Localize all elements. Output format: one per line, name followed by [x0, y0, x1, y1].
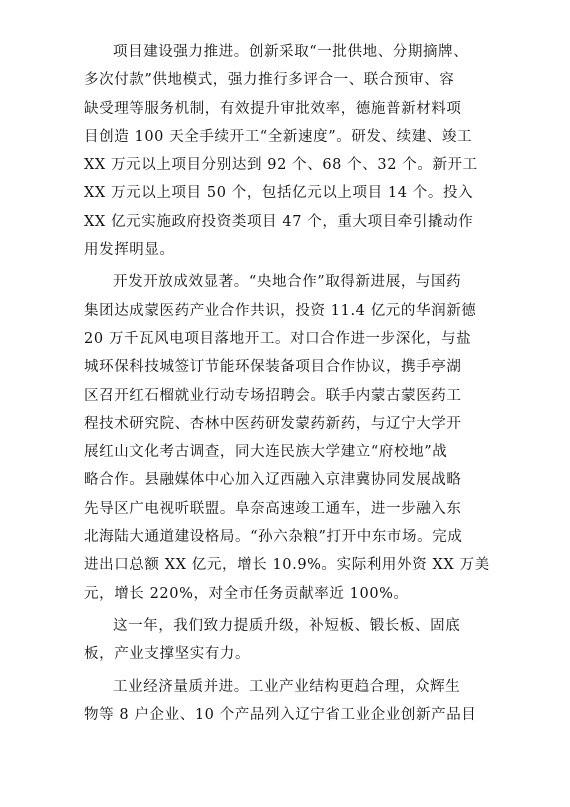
- text-line: 工业经济量质并进。工业产业结构更趋合理，众辉生: [113, 678, 461, 695]
- text-line: 元，增长 220%，对全市任务贡献率近 100%。: [84, 585, 409, 602]
- text-line: 略合作。县融媒体中心加入辽西融入京津冀协同发展战略: [84, 472, 462, 489]
- paragraph-upgrading: [84, 612, 486, 669]
- text-line: 北海陆大通道建设格局。“孙六杂粮”打开中东市场。完成: [84, 529, 463, 546]
- text-line: 板，产业支撑坚实有力。: [84, 646, 251, 663]
- text-line: XX 万元以上项目 50 个，包括亿元以上项目 14 个。投入: [84, 185, 474, 202]
- document-body: [84, 38, 490, 729]
- text-line: 展红山文化考古调查，同大连民族大学建立“府校地”战: [84, 444, 448, 461]
- text-line: 用发挥明显。: [84, 242, 175, 259]
- text-line: 进出口总额 XX 亿元，增长 10.9%。实际利用外资 XX 万美: [84, 557, 490, 574]
- text-line: 20 万千瓦风电项目落地开工。对口合作进一步深化，与盐: [84, 330, 472, 347]
- text-line: 多次付款”供地模式，强力推行多评合一、联合预审、容: [84, 72, 455, 89]
- text-line: 开发开放成效显著。“央地合作”取得新进展，与国药: [113, 274, 462, 291]
- text-line: 先导区广电视听联盟。阜奈高速竣工通车，进一步融入东: [84, 500, 462, 517]
- text-line: 集团达成蒙医药产业合作共识，投资 11.4 亿元的华润新德: [84, 302, 477, 319]
- text-line: XX 亿元实施政府投资类项目 47 个，重大项目牵引撬动作: [84, 213, 474, 230]
- text-line: 城环保科技城签订节能环保装备项目合作协议，携手亭湖: [84, 359, 462, 376]
- text-line: 项目建设强力推进。创新采取“一批供地、分期摘牌、: [113, 44, 469, 60]
- text-line: 这一年，我们致力提质升级，补短板、锻长板、固底: [113, 617, 461, 634]
- text-line: 区召开红石榴就业行动专场招聘会。联手内蒙古蒙医药工: [84, 387, 462, 404]
- text-line: 程技术研究院、杏林中医药研发蒙药新药，与辽宁大学开: [84, 415, 462, 432]
- text-line: XX 万元以上项目分别达到 92 个、68 个、32 个。新开工: [84, 157, 478, 174]
- paragraph-opening-up: [84, 268, 490, 608]
- paragraph-industrial-economy: [84, 673, 486, 730]
- paragraph-project-construction: [84, 38, 486, 264]
- text-line: 物等 8 户企业、10 个产品列入辽宁省工业企业创新产品目: [84, 706, 477, 723]
- text-line: 目创造 100 天全手续开工“全新速度”。研发、续建、竣工: [84, 128, 473, 145]
- text-line: 缺受理等服务机制，有效提升审批效率，德施普新材料项: [84, 100, 462, 117]
